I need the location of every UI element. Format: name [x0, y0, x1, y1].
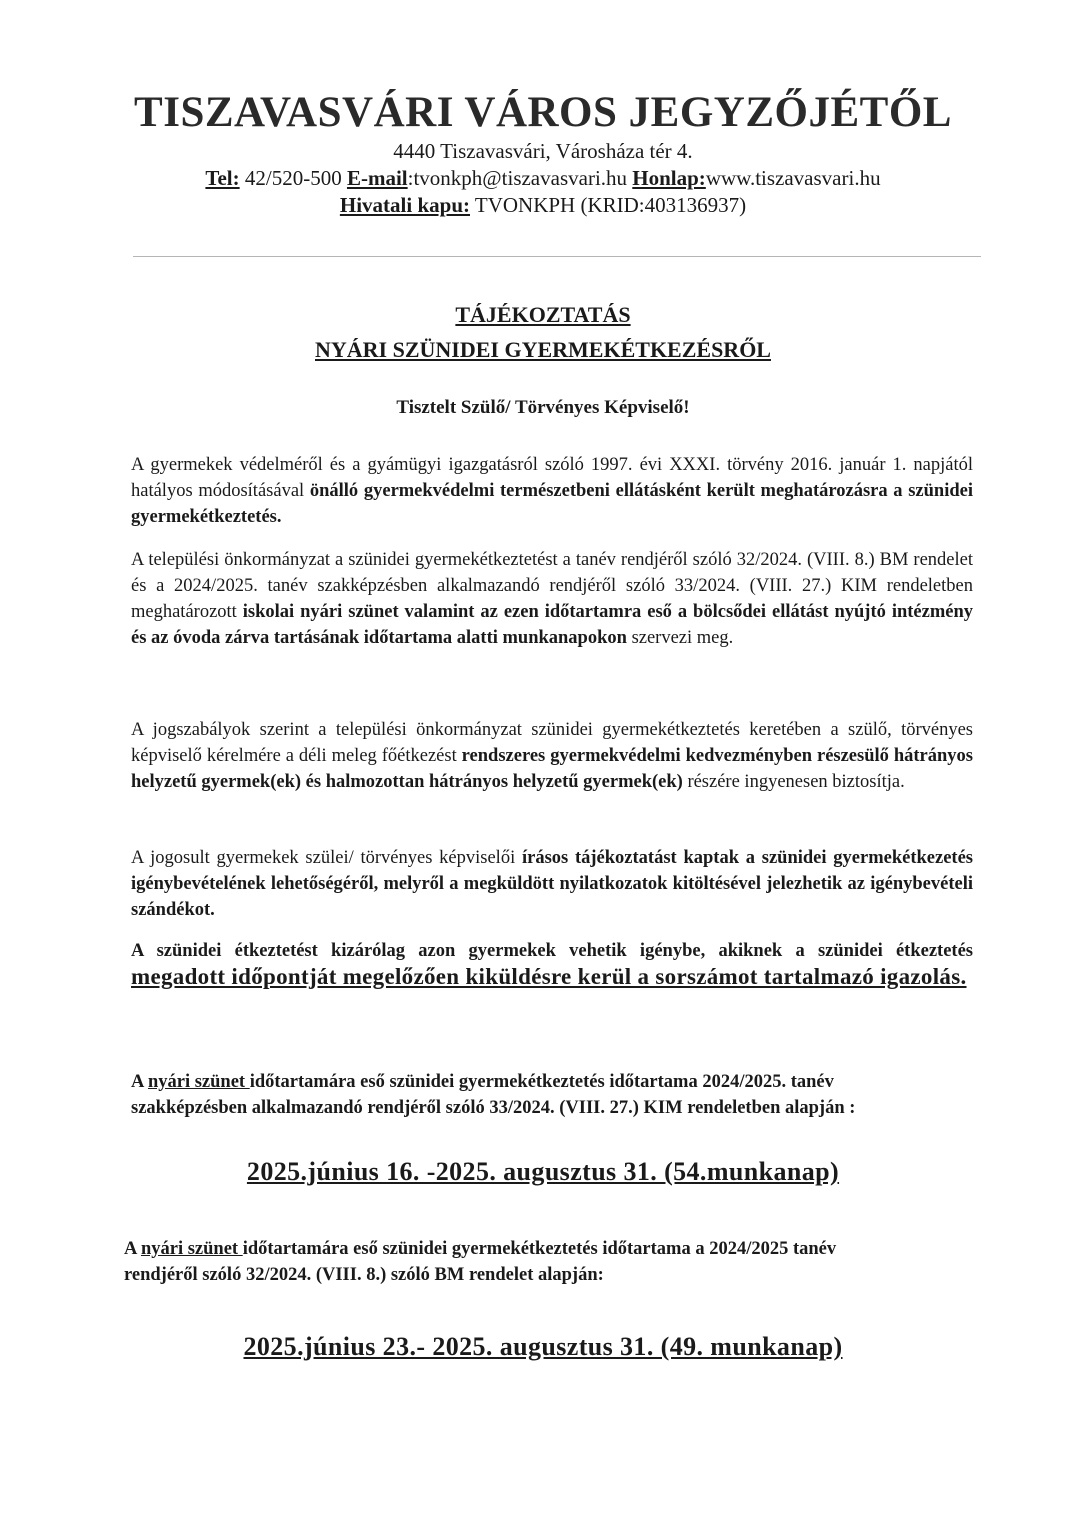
tel-label: Tel: — [205, 166, 240, 190]
p5-text: A szünidei étkeztetést kizárólag azon gyermekek vehetik igénybe, akiknek a szünidei étkeztetés — [131, 941, 973, 961]
email-label: E-mail — [346, 166, 408, 190]
p5-emphasis: megadott időpontját megelőzően kiküldésre kerül a sorszámot tartalmazó igazolás. — [131, 964, 967, 989]
p3-text: A jogszabályok szerint a települési önkormányzat szünidei gyermekétkeztetés keretében a szülő, törvényes képviselő kérelmére a déli meleg főétkezést — [131, 720, 973, 766]
address-line: 4440 Tiszavasvári, Városháza tér 4. — [393, 139, 693, 163]
web-value[interactable]: www.tiszavasvari.hu — [705, 166, 881, 190]
paragraph-6 — [131, 1069, 911, 1121]
date-range-1: 2025.június 16. -2025. augusztus 31. (54.munkanap) — [246, 1157, 840, 1186]
paragraph-4 — [131, 845, 973, 923]
p7-lead: A — [124, 1239, 141, 1259]
p3-tail: részére ingyenesen biztosítja. — [682, 772, 905, 792]
paragraph-3 — [131, 717, 973, 795]
web-label: Honlap: — [632, 166, 706, 190]
p4-bold: írásos tájékoztatást kaptak a szünidei gyermekétkezetés igénybevételének lehetőségéről, melyről a megküldött nyilatkozatok kitöltésével jelezhetik az igénybevételi szándékot. — [131, 848, 973, 920]
p1-bold: önálló gyermekvédelmi természetbeni ellátásként került meghatározásra a szünidei gyermekétkeztetés. — [131, 481, 973, 527]
paragraph-7 — [124, 1236, 914, 1288]
date-range-2: 2025.június 23.- 2025. augusztus 31. (49. munkanap) — [243, 1332, 843, 1361]
tel-value: 42/520-500 — [239, 166, 347, 190]
p6-lead: A — [131, 1072, 148, 1092]
gateway-value: TVONKPH (KRID:403136937) — [470, 193, 747, 217]
email-value[interactable]: :tvonkph@tiszavasvari.hu — [407, 166, 633, 190]
header-divider — [133, 256, 981, 257]
p7-underlined: nyári szünet — [140, 1239, 243, 1259]
contact-line — [0, 165, 1086, 191]
gateway-line — [0, 192, 1086, 218]
p2-tail: szervezi meg. — [626, 628, 734, 648]
p7-text: időtartamára eső szünidei gyermekétkeztetés időtartama a 2024/2025 tanév rendjéről szóló 32/2024. (VIII. 8.) szóló BM rendelet alapján: — [124, 1239, 837, 1285]
heading-line-1: TÁJÉKOZTATÁS — [455, 302, 631, 327]
p3-bold: rendszeres gyermekvédelmi kedvezményben részesülő hátrányos helyzetű gyermek(ek) és halmozottan hátrányos helyzetű gyermek(ek) — [131, 746, 973, 792]
salutation: Tisztelt Szülő/ Törvényes Képviselő! — [396, 397, 690, 418]
document-title: TISZAVASVÁRI VÁROS JEGYZŐJÉTŐL — [134, 89, 952, 136]
p1-text: A gyermekek védelméről és a gyámügyi igazgatásról szóló 1997. évi XXXI. törvény 2016. január 1. napjától hatályos módosításával — [131, 455, 973, 501]
heading-line-2: NYÁRI SZÜNIDEI GYERMEKÉTKEZÉSRŐL — [315, 337, 771, 362]
paragraph-2 — [131, 547, 973, 651]
p2-bold: iskolai nyári szünet valamint az ezen időtartamra eső a bölcsődei ellátást nyújtó intézmény és az óvoda zárva tartásának időtartama alatti munkanapokon — [131, 602, 973, 648]
p6-text: időtartamára eső szünidei gyermekétkeztetés időtartama 2024/2025. tanév szakképzésben alkalmazandó rendjéről szóló 33/2024. (VIII. 27.) KIM rendeletben alapján : — [131, 1072, 856, 1118]
gateway-label: Hivatali kapu: — [339, 193, 470, 217]
p2-text: A települési önkormányzat a szünidei gyermekétkeztetést a tanév rendjéről szóló 32/2024. (VIII. 8.) BM rendelet és a 2024/2025. tanév szakképzésben alkalmazandó rendjéről szóló 33/2024. (VIII. 27.) KIM rendeletben meghatározott — [131, 550, 973, 622]
paragraph-1 — [131, 452, 973, 530]
p4-text: A jogosult gyermekek szülei/ törvényes képviselői — [131, 848, 522, 868]
paragraph-5 — [131, 938, 973, 992]
p6-underlined: nyári szünet — [147, 1072, 250, 1092]
